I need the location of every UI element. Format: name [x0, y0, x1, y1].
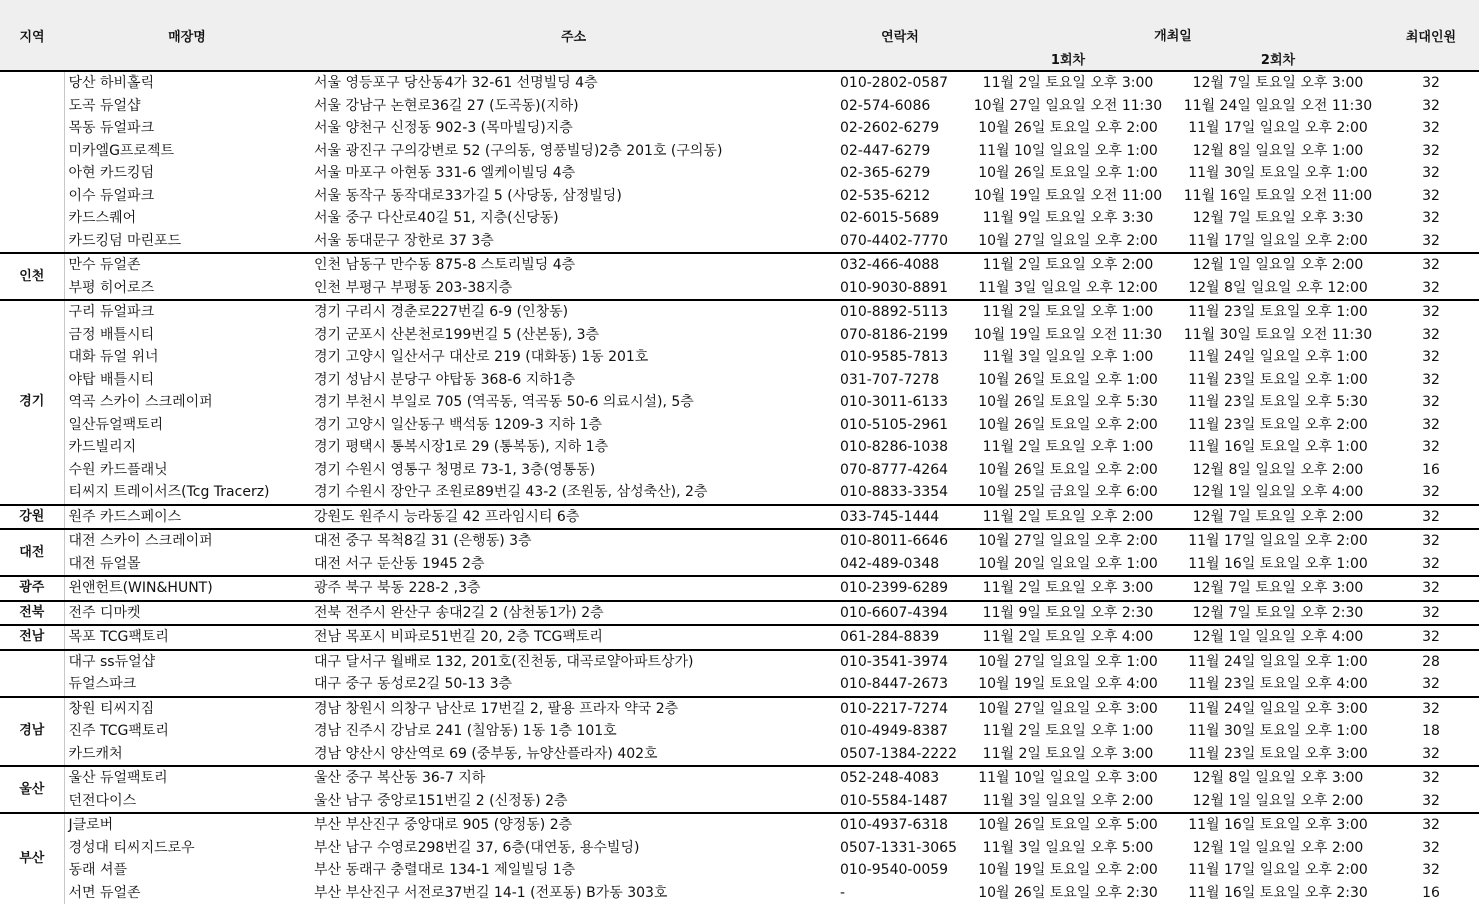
address-cell: 경기 성남시 분당구 야탑동 368-6 지하1층 [310, 369, 837, 392]
store-cell: 아현 카드킹덤 [64, 162, 310, 185]
phone-cell: 042-489-0348 [837, 553, 963, 577]
address-cell: 전남 목포시 비파로51번길 20, 2층 TCG팩토리 [310, 625, 837, 650]
round2-cell: 12월 7일 토요일 오후 2:00 [1173, 505, 1383, 530]
round1-cell: 11월 2일 토요일 오후 3:00 [963, 576, 1173, 601]
phone-cell: - [837, 882, 963, 904]
phone-cell: 02-6015-5689 [837, 207, 963, 230]
round2-cell: 12월 8일 일요일 오후 3:00 [1173, 766, 1383, 790]
store-cell: 서면 듀얼존 [64, 882, 310, 904]
store-cell: 역곡 스카이 스크레이퍼 [64, 391, 310, 414]
phone-cell: 010-2217-7274 [837, 697, 963, 721]
address-cell: 경기 수원시 장안구 조원로89번길 43-2 (조원동, 삼성축산), 2층 [310, 481, 837, 505]
table-row [0, 324, 1479, 347]
round2-cell: 11월 16일 토요일 오후 2:30 [1173, 882, 1383, 904]
round1-cell: 10월 20일 일요일 오후 1:00 [963, 553, 1173, 577]
store-cell: 카드스퀘어 [64, 207, 310, 230]
round1-cell: 10월 26일 토요일 오후 1:00 [963, 162, 1173, 185]
max-people-cell: 32 [1383, 346, 1479, 369]
address-cell: 서울 강남구 논현로36길 27 (도곡동)(지하) [310, 95, 837, 118]
round1-cell: 10월 26일 토요일 오후 2:00 [963, 117, 1173, 140]
address-cell: 대전 중구 목척8길 31 (은행동) 3층 [310, 529, 837, 553]
store-cell: 듀얼스파크 [64, 673, 310, 697]
phone-cell: 010-2802-0587 [837, 71, 963, 95]
address-cell: 광주 북구 북동 228-2 ,3층 [310, 576, 837, 601]
address-cell: 부산 부산진구 중앙대로 905 (양정동) 2층 [310, 813, 837, 837]
round1-cell: 11월 2일 토요일 오후 2:00 [963, 505, 1173, 530]
phone-cell: 02-2602-6279 [837, 117, 963, 140]
max-people-cell: 32 [1383, 743, 1479, 767]
table-body [0, 71, 1479, 904]
round2-cell: 11월 16일 토요일 오후 1:00 [1173, 436, 1383, 459]
table-row [0, 414, 1479, 437]
round1-cell: 10월 26일 토요일 오후 5:00 [963, 813, 1173, 837]
round2-cell: 11월 30일 토요일 오전 11:30 [1173, 324, 1383, 347]
round2-cell: 11월 24일 일요일 오후 1:00 [1173, 650, 1383, 674]
round1-cell: 10월 19일 토요일 오전 11:30 [963, 324, 1173, 347]
max-people-cell: 32 [1383, 277, 1479, 301]
store-cell: 대구 ss듀얼샵 [64, 650, 310, 674]
round2-cell: 11월 23일 토요일 오후 4:00 [1173, 673, 1383, 697]
store-cell: 일산듀얼팩토리 [64, 414, 310, 437]
round2-cell: 11월 24일 일요일 오후 1:00 [1173, 346, 1383, 369]
round1-cell: 11월 9일 토요일 오후 2:30 [963, 601, 1173, 626]
round1-cell: 11월 2일 토요일 오후 4:00 [963, 625, 1173, 650]
header-phone: 연락처 [837, 0, 963, 71]
table-row [0, 790, 1479, 814]
region-cell: 경기 [0, 300, 64, 505]
round1-cell: 10월 26일 토요일 오후 2:30 [963, 882, 1173, 904]
max-people-cell: 32 [1383, 185, 1479, 208]
phone-cell: 010-3541-3974 [837, 650, 963, 674]
round1-cell: 11월 2일 토요일 오후 3:00 [963, 71, 1173, 95]
header-region: 지역 [0, 0, 64, 71]
address-cell: 전북 전주시 완산구 송대2길 2 (삼천동1가) 2층 [310, 601, 837, 626]
region-cell: 울산 [0, 766, 64, 813]
phone-cell: 070-8777-4264 [837, 459, 963, 482]
phone-cell: 010-9030-8891 [837, 277, 963, 301]
store-cell: 진주 TCG팩토리 [64, 720, 310, 743]
store-cell: 던전다이스 [64, 790, 310, 814]
address-cell: 강원도 원주시 능라동길 42 프라임시티 6층 [310, 505, 837, 530]
phone-cell: 0507-1384-2222 [837, 743, 963, 767]
address-cell: 울산 남구 중앙로151번길 2 (신정동) 2층 [310, 790, 837, 814]
table-row [0, 346, 1479, 369]
table-row [0, 253, 1479, 277]
address-cell: 경기 고양시 일산서구 대산로 219 (대화동) 1동 201호 [310, 346, 837, 369]
table-row [0, 481, 1479, 505]
address-cell: 부산 남구 수영로298번길 37, 6층(대연동, 용수빌딩) [310, 837, 837, 860]
max-people-cell: 32 [1383, 391, 1479, 414]
store-cell: 야탑 배틀시티 [64, 369, 310, 392]
address-cell: 인천 남동구 만수동 875-8 스토리빌딩 4층 [310, 253, 837, 277]
address-cell: 대전 서구 둔산동 1945 2층 [310, 553, 837, 577]
round1-cell: 10월 27일 일요일 오후 1:00 [963, 650, 1173, 674]
max-people-cell: 32 [1383, 837, 1479, 860]
phone-cell: 010-6607-4394 [837, 601, 963, 626]
store-cell: 카드킹덤 마린포드 [64, 230, 310, 254]
round2-cell: 12월 1일 일요일 오후 2:00 [1173, 253, 1383, 277]
max-people-cell: 32 [1383, 673, 1479, 697]
table-row [0, 230, 1479, 254]
store-cell: 대화 듀얼 위너 [64, 346, 310, 369]
phone-cell: 02-574-6086 [837, 95, 963, 118]
table-row [0, 837, 1479, 860]
round1-cell: 10월 27일 일요일 오후 3:00 [963, 697, 1173, 721]
round2-cell: 11월 23일 토요일 오후 1:00 [1173, 300, 1383, 324]
round2-cell: 11월 30일 토요일 오후 1:00 [1173, 720, 1383, 743]
store-cell: J클로버 [64, 813, 310, 837]
round1-cell: 10월 26일 토요일 오후 2:00 [963, 414, 1173, 437]
address-cell: 울산 중구 복산동 36-7 지하 [310, 766, 837, 790]
table-row [0, 277, 1479, 301]
region-cell: 인천 [0, 253, 64, 300]
round1-cell: 10월 27일 일요일 오전 11:30 [963, 95, 1173, 118]
max-people-cell: 32 [1383, 481, 1479, 505]
address-cell: 부산 동래구 충렬대로 134-1 제일빌딩 1층 [310, 859, 837, 882]
store-cell: 금정 배틀시티 [64, 324, 310, 347]
store-cell: 티씨지 트레이서즈(Tcg Tracerz) [64, 481, 310, 505]
store-cell: 윈앤헌트(WIN&HUNT) [64, 576, 310, 601]
region-cell [0, 71, 64, 253]
address-cell: 경기 구리시 경춘로227번길 6-9 (인창동) [310, 300, 837, 324]
round2-cell: 11월 17일 일요일 오후 2:00 [1173, 859, 1383, 882]
store-cell: 만수 듀얼존 [64, 253, 310, 277]
round2-cell: 11월 23일 토요일 오후 3:00 [1173, 743, 1383, 767]
address-cell: 부산 부산진구 서전로37번길 14-1 (전포동) B가동 303호 [310, 882, 837, 904]
round1-cell: 11월 2일 토요일 오후 3:00 [963, 743, 1173, 767]
round2-cell: 12월 7일 토요일 오후 3:30 [1173, 207, 1383, 230]
round1-cell: 11월 2일 토요일 오후 1:00 [963, 436, 1173, 459]
table-row [0, 95, 1479, 118]
max-people-cell: 32 [1383, 95, 1479, 118]
address-cell: 대구 달서구 월배로 132, 201호(진천동, 대곡로얄아파트상가) [310, 650, 837, 674]
address-cell: 경기 부천시 부일로 705 (역곡동, 역곡동 50-6 의료시설), 5층 [310, 391, 837, 414]
phone-cell: 052-248-4083 [837, 766, 963, 790]
round2-cell: 12월 1일 일요일 오후 2:00 [1173, 837, 1383, 860]
store-cell: 카드빌리지 [64, 436, 310, 459]
round2-cell: 11월 23일 토요일 오후 1:00 [1173, 369, 1383, 392]
max-people-cell: 32 [1383, 369, 1479, 392]
table-row [0, 185, 1479, 208]
table-row [0, 743, 1479, 767]
max-people-cell: 32 [1383, 414, 1479, 437]
table-row [0, 505, 1479, 530]
max-people-cell: 32 [1383, 601, 1479, 626]
round2-cell: 12월 7일 토요일 오후 3:00 [1173, 576, 1383, 601]
round1-cell: 11월 10일 일요일 오후 1:00 [963, 140, 1173, 163]
address-cell: 서울 양천구 신정동 902-3 (목마빌딩)지층 [310, 117, 837, 140]
table-row [0, 117, 1479, 140]
round1-cell: 10월 19일 토요일 오후 4:00 [963, 673, 1173, 697]
table-row [0, 369, 1479, 392]
max-people-cell: 32 [1383, 790, 1479, 814]
table-row [0, 720, 1479, 743]
region-cell [0, 650, 64, 697]
header-address: 주소 [310, 0, 837, 71]
table-row [0, 859, 1479, 882]
max-people-cell: 18 [1383, 720, 1479, 743]
table-row [0, 813, 1479, 837]
address-cell: 경남 양산시 양산역로 69 (중부동, 뉴양산플라자) 402호 [310, 743, 837, 767]
table-row [0, 529, 1479, 553]
phone-cell: 031-707-7278 [837, 369, 963, 392]
address-cell: 서울 중구 다산로40길 51, 지층(신당동) [310, 207, 837, 230]
round1-cell: 10월 27일 일요일 오후 2:00 [963, 230, 1173, 254]
header-row [0, 0, 1479, 46]
max-people-cell: 32 [1383, 230, 1479, 254]
store-cell: 경성대 티씨지드로우 [64, 837, 310, 860]
region-cell: 대전 [0, 529, 64, 576]
address-cell: 경남 창원시 의창구 남산로 17번길 2, 팔용 프라자 약국 2층 [310, 697, 837, 721]
round1-cell: 11월 2일 토요일 오후 1:00 [963, 300, 1173, 324]
store-cell: 도곡 듀얼샵 [64, 95, 310, 118]
round2-cell: 11월 30일 토요일 오후 1:00 [1173, 162, 1383, 185]
phone-cell: 010-2399-6289 [837, 576, 963, 601]
round2-cell: 11월 24일 일요일 오전 11:30 [1173, 95, 1383, 118]
table-row [0, 625, 1479, 650]
address-cell: 서울 동대문구 장한로 37 3층 [310, 230, 837, 254]
phone-cell: 02-365-6279 [837, 162, 963, 185]
phone-cell: 02-447-6279 [837, 140, 963, 163]
round2-cell: 11월 16일 토요일 오후 3:00 [1173, 813, 1383, 837]
max-people-cell: 32 [1383, 766, 1479, 790]
max-people-cell: 32 [1383, 253, 1479, 277]
round2-cell: 11월 16일 토요일 오후 1:00 [1173, 553, 1383, 577]
round1-cell: 10월 26일 토요일 오후 2:00 [963, 459, 1173, 482]
phone-cell: 070-4402-7770 [837, 230, 963, 254]
round1-cell: 10월 25일 금요일 오후 6:00 [963, 481, 1173, 505]
address-cell: 서울 영등포구 당산동4가 32-61 선명빌딩 4층 [310, 71, 837, 95]
store-cell: 미카엘G프로젝트 [64, 140, 310, 163]
phone-cell: 0507-1331-3065 [837, 837, 963, 860]
phone-cell: 010-4937-6318 [837, 813, 963, 837]
round1-cell: 11월 10일 일요일 오후 3:00 [963, 766, 1173, 790]
round1-cell: 10월 19일 토요일 오후 2:00 [963, 859, 1173, 882]
address-cell: 서울 동작구 동작대로33가길 5 (사당동, 삼정빌딩) [310, 185, 837, 208]
table-row [0, 576, 1479, 601]
phone-cell: 070-8186-2199 [837, 324, 963, 347]
address-cell: 경남 진주시 강남로 241 (칠암동) 1동 1층 101호 [310, 720, 837, 743]
phone-cell: 02-535-6212 [837, 185, 963, 208]
max-people-cell: 32 [1383, 324, 1479, 347]
address-cell: 경기 수원시 영통구 청명로 73-1, 3층(영통동) [310, 459, 837, 482]
phone-cell: 010-8011-6646 [837, 529, 963, 553]
store-cell: 수원 카드플래닛 [64, 459, 310, 482]
store-cell: 이수 듀얼파크 [64, 185, 310, 208]
round2-cell: 11월 23일 토요일 오후 2:00 [1173, 414, 1383, 437]
round1-cell: 11월 3일 일요일 오후 12:00 [963, 277, 1173, 301]
round1-cell: 10월 26일 토요일 오후 5:30 [963, 391, 1173, 414]
round1-cell: 11월 2일 토요일 오후 1:00 [963, 720, 1173, 743]
region-cell: 경남 [0, 697, 64, 767]
max-people-cell: 32 [1383, 71, 1479, 95]
store-cell: 목포 TCG팩토리 [64, 625, 310, 650]
store-cell: 카드캐처 [64, 743, 310, 767]
max-people-cell: 32 [1383, 505, 1479, 530]
store-cell: 창원 티씨지짐 [64, 697, 310, 721]
max-people-cell: 32 [1383, 859, 1479, 882]
address-cell: 경기 군포시 산본천로199번길 5 (산본동), 3층 [310, 324, 837, 347]
round1-cell: 10월 19일 토요일 오전 11:00 [963, 185, 1173, 208]
round2-cell: 12월 7일 토요일 오후 3:00 [1173, 71, 1383, 95]
round1-cell: 10월 26일 토요일 오후 1:00 [963, 369, 1173, 392]
round1-cell: 11월 9일 토요일 오후 3:30 [963, 207, 1173, 230]
round2-cell: 12월 1일 일요일 오후 2:00 [1173, 790, 1383, 814]
phone-cell: 033-745-1444 [837, 505, 963, 530]
round1-cell: 10월 27일 일요일 오후 2:00 [963, 529, 1173, 553]
store-cell: 당산 하비홀릭 [64, 71, 310, 95]
phone-cell: 010-8286-1038 [837, 436, 963, 459]
round2-cell: 12월 1일 일요일 오후 4:00 [1173, 625, 1383, 650]
address-cell: 대구 중구 동성로2길 50-13 3층 [310, 673, 837, 697]
phone-cell: 010-5584-1487 [837, 790, 963, 814]
round1-cell: 11월 3일 일요일 오후 2:00 [963, 790, 1173, 814]
round2-cell: 11월 16일 토요일 오전 11:00 [1173, 185, 1383, 208]
table-row [0, 436, 1479, 459]
store-cell: 부평 히어로즈 [64, 277, 310, 301]
region-cell: 강원 [0, 505, 64, 530]
region-cell: 전남 [0, 625, 64, 650]
round2-cell: 11월 24일 일요일 오후 3:00 [1173, 697, 1383, 721]
table-row [0, 650, 1479, 674]
region-cell: 광주 [0, 576, 64, 601]
table-row [0, 553, 1479, 577]
phone-cell: 010-3011-6133 [837, 391, 963, 414]
store-cell: 울산 듀얼팩토리 [64, 766, 310, 790]
round2-cell: 12월 8일 일요일 오후 12:00 [1173, 277, 1383, 301]
address-cell: 서울 광진구 구의강변로 52 (구의동, 영풍빌딩)2층 201호 (구의동) [310, 140, 837, 163]
round1-cell: 11월 3일 일요일 오후 5:00 [963, 837, 1173, 860]
table-row [0, 459, 1479, 482]
max-people-cell: 32 [1383, 813, 1479, 837]
round2-cell: 12월 8일 일요일 오후 2:00 [1173, 459, 1383, 482]
store-cell: 전주 디마켓 [64, 601, 310, 626]
store-cell: 목동 듀얼파크 [64, 117, 310, 140]
max-people-cell: 32 [1383, 117, 1479, 140]
round2-cell: 11월 23일 토요일 오후 5:30 [1173, 391, 1383, 414]
max-people-cell: 16 [1383, 882, 1479, 904]
table-row [0, 207, 1479, 230]
table-row [0, 697, 1479, 721]
table-row [0, 766, 1479, 790]
table-row [0, 601, 1479, 626]
store-cell: 동래 셔플 [64, 859, 310, 882]
max-people-cell: 32 [1383, 436, 1479, 459]
region-cell: 부산 [0, 813, 64, 904]
header-round2: 2회차 [1173, 46, 1383, 71]
round1-cell: 11월 2일 토요일 오후 2:00 [963, 253, 1173, 277]
address-cell: 인천 부평구 부평동 203-38지층 [310, 277, 837, 301]
max-people-cell: 32 [1383, 697, 1479, 721]
table-row [0, 673, 1479, 697]
round1-cell: 11월 3일 일요일 오후 1:00 [963, 346, 1173, 369]
round2-cell: 11월 17일 일요일 오후 2:00 [1173, 117, 1383, 140]
max-people-cell: 32 [1383, 529, 1479, 553]
round2-cell: 12월 7일 토요일 오후 2:30 [1173, 601, 1383, 626]
max-people-cell: 32 [1383, 553, 1479, 577]
store-cell: 구리 듀얼파크 [64, 300, 310, 324]
header-max-people: 최대인원 [1383, 0, 1479, 71]
address-cell: 경기 평택시 통복시장1로 29 (통복동), 지하 1층 [310, 436, 837, 459]
max-people-cell: 32 [1383, 300, 1479, 324]
table-row [0, 300, 1479, 324]
phone-cell: 061-284-8839 [837, 625, 963, 650]
max-people-cell: 32 [1383, 625, 1479, 650]
header-store: 매장명 [64, 0, 310, 71]
max-people-cell: 28 [1383, 650, 1479, 674]
address-cell: 서울 마포구 아현동 331-6 엘케이빌딩 4층 [310, 162, 837, 185]
table-row [0, 391, 1479, 414]
phone-cell: 010-8892-5113 [837, 300, 963, 324]
store-cell: 대전 듀얼몰 [64, 553, 310, 577]
table-row [0, 162, 1479, 185]
max-people-cell: 32 [1383, 162, 1479, 185]
region-cell: 전북 [0, 601, 64, 626]
phone-cell: 010-9585-7813 [837, 346, 963, 369]
table-row [0, 882, 1479, 904]
phone-cell: 010-8447-2673 [837, 673, 963, 697]
phone-cell: 010-5105-2961 [837, 414, 963, 437]
table-row [0, 140, 1479, 163]
round2-cell: 11월 17일 일요일 오후 2:00 [1173, 529, 1383, 553]
phone-cell: 032-466-4088 [837, 253, 963, 277]
phone-cell: 010-9540-0059 [837, 859, 963, 882]
max-people-cell: 32 [1383, 576, 1479, 601]
round2-cell: 12월 8일 일요일 오후 1:00 [1173, 140, 1383, 163]
header-round1: 1회차 [963, 46, 1173, 71]
phone-cell: 010-8833-3354 [837, 481, 963, 505]
max-people-cell: 16 [1383, 459, 1479, 482]
header-open-date: 개최일 [963, 0, 1383, 46]
store-cell: 원주 카드스페이스 [64, 505, 310, 530]
phone-cell: 010-4949-8387 [837, 720, 963, 743]
address-cell: 경기 고양시 일산동구 백석동 1209-3 지하 1층 [310, 414, 837, 437]
max-people-cell: 32 [1383, 207, 1479, 230]
table-row [0, 71, 1479, 95]
max-people-cell: 32 [1383, 140, 1479, 163]
round2-cell: 12월 1일 일요일 오후 4:00 [1173, 481, 1383, 505]
store-cell: 대전 스카이 스크레이퍼 [64, 529, 310, 553]
round2-cell: 11월 17일 일요일 오후 2:00 [1173, 230, 1383, 254]
